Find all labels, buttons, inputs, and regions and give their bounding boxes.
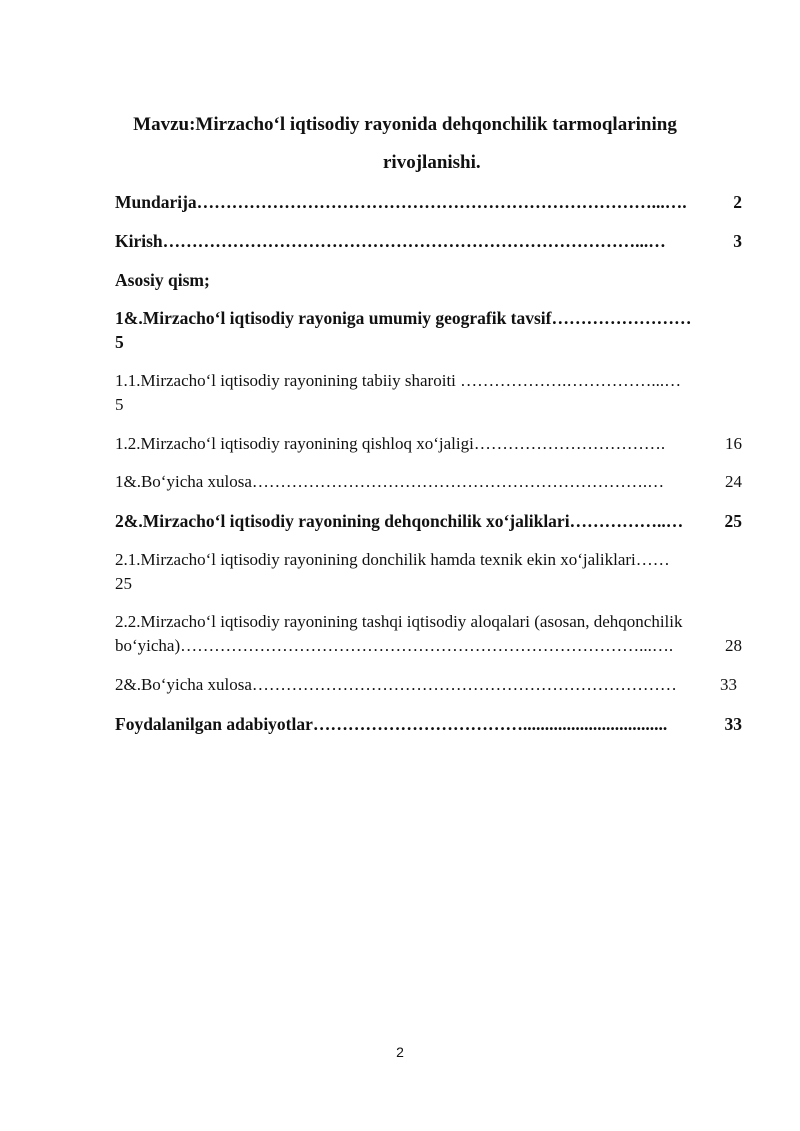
toc-entry-section-2-2: bo‘yicha)………………………………………………………………………...…. 28 (115, 636, 742, 655)
document-title-line-1: Mavzu:Mirzacho‘l iqtisodiy rayonida dehqonchilik tarmoqlarining (133, 114, 677, 135)
toc-entry-section-1-1-page: 5 (115, 395, 124, 414)
toc-entry-conclusion-2: 2&.Bo‘yicha xulosa………………………………………………………………… 33 (115, 675, 737, 694)
toc-entry-chapter-2: 2&.Mirzacho‘l iqtisodiy rayonining dehqonchilik xo‘jaliklari……………..… 25 (115, 511, 742, 531)
toc-entry-chapter-1-page: 5 (115, 332, 124, 352)
document-title-line-2: rivojlanishi. (383, 152, 481, 173)
toc-entry-chapter-1: 1&.Mirzacho‘l iqtisodiy rayoniga umumiy geografik tavsif…………………… (115, 308, 692, 328)
toc-entry-mundarija: Mundarija……………………………………………………………………...…. 2 (115, 192, 742, 212)
toc-entry-references: Foydalanilgan adabiyotlar………………………………................................. 33 (115, 714, 742, 734)
toc-entry-asosiy-qism: Asosiy qism; (115, 270, 210, 290)
toc-entry-kirish: Kirish………………………………………………………………………...… 3 (115, 231, 742, 251)
page-number: 2 (396, 1044, 404, 1060)
toc-entry-section-1-2: 1.2.Mirzacho‘l iqtisodiy rayonining qishloq xo‘jaligi……………………………. 16 (115, 434, 742, 453)
toc-entry-section-1-1: 1.1.Mirzacho‘l iqtisodiy rayonining tabiiy sharoiti ……………….……………...… (115, 371, 682, 390)
toc-entry-section-2-2-line-1: 2.2.Mirzacho‘l iqtisodiy rayonining tashqi iqtisodiy aloqalari (asosan, dehqonchilik (115, 612, 683, 631)
toc-entry-section-2-1: 2.1.Mirzacho‘l iqtisodiy rayonining donchilik hamda texnik ekin xo‘jaliklari…… (115, 550, 670, 569)
toc-entry-section-2-1-page: 25 (115, 574, 132, 593)
toc-entry-conclusion-1: 1&.Bo‘yicha xulosa…………………………………………………………….… 24 (115, 472, 742, 491)
